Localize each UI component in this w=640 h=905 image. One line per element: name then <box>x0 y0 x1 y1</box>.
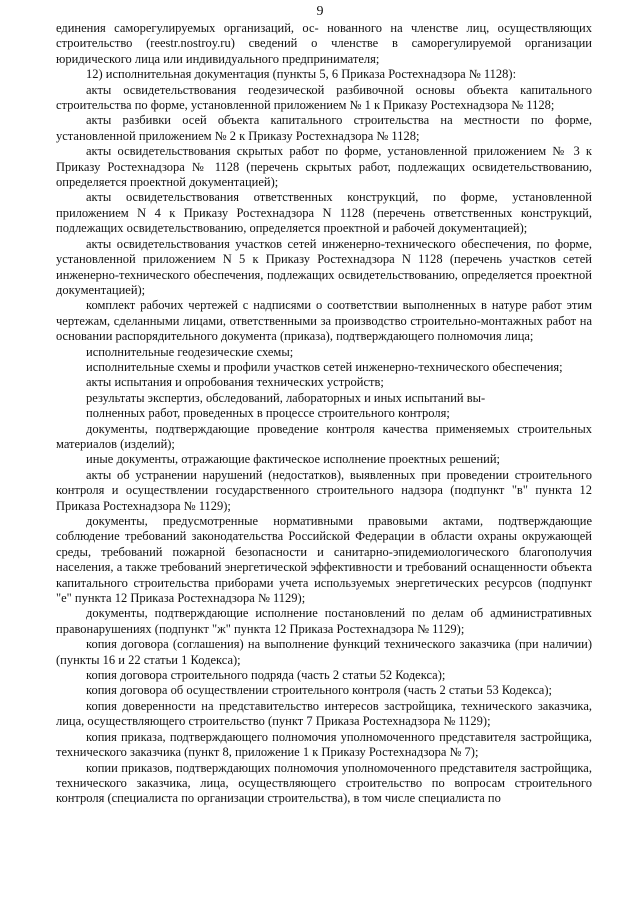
paragraph: результаты экспертиз, обследований, лабораторных и иных испытаний вы- <box>86 390 486 405</box>
paragraph-continuation: единения саморегулируемых организаций, ос- нованного на членстве лиц, осуществляющих строительство (reestr.nostroy.ru) сведений о членстве в саморегулируемой организации юридического лица или индивидуального предпринимателя; <box>56 21 592 66</box>
paragraph: исполнительные геодезические схемы; <box>86 344 294 359</box>
paragraph: копии приказов, подтверждающих полномочия уполномоченного представителя застройщика, технического заказчика, лица, осуществляющего строительство по вопросам строительного контроля (специалиста по организации строительства), в том числе специалиста по <box>56 760 592 806</box>
paragraph: копия договора (соглашения) на выполнение функций технического заказчика (при наличии) (пункты 16 и 22 статьи 1 Кодекса); <box>56 637 592 667</box>
paragraph: акты испытания и опробования технических устройств; <box>86 375 384 390</box>
paragraph: иные документы, отражающие фактическое исполнение проектных решений; <box>86 452 501 467</box>
paragraph-section-12-heading: 12) исполнительная документация (пункты 5, 6 Приказа Ростехнадзора № 1128): <box>86 67 517 82</box>
paragraph: копия договора об осуществлении строительного контроля (часть 2 статьи 53 Кодекса); <box>86 683 552 698</box>
paragraph: документы, подтверждающие проведение контроля качества применяемых строительных материалов (изделий); <box>56 421 592 451</box>
paragraph: копия доверенности на представительство интересов застройщика, технического заказчика, лица, осуществляющего строительство (пункт 7 Приказа Ростехнадзора № 1129); <box>56 698 592 729</box>
document-body <box>56 21 592 807</box>
paragraph: акты освидетельствования участков сетей инженерно-технического обеспечения, по форме, установленной приложением N 5 к Приказу Ростехнадзора N 1128 (перечень участков сетей инженерно-технического обеспечения, подлежащих освидетельствованию, определяется проектной документацией); <box>56 236 592 297</box>
paragraph: акты освидетельствования геодезической разбивочной основы объекта капитального строительства по форме, установленной приложением № 1 к Приказу Ростехнадзора № 1128; <box>56 82 592 113</box>
paragraph: акты разбивки осей объекта капитального строительства на местности по форме, установленной приложением № 2 к Приказу Ростехнадзора № 1128; <box>56 113 592 143</box>
paragraph: копия договора строительного подряда (часть 2 статьи 52 Кодекса); <box>86 668 446 683</box>
paragraph: документы, подтверждающие исполнение постановлений по делам об административных правонарушениях (подпункт "ж" пункта 12 Приказа Ростехнадзора № 1129); <box>56 606 592 636</box>
page-number: 9 <box>316 4 324 19</box>
paragraph: копия приказа, подтверждающего полномочия уполномоченного представителя застройщика, технического заказчика (пункт 8, приложение 1 к Приказу Ростехнадзора № 7); <box>56 729 592 760</box>
paragraph: акты освидетельствования скрытых работ по форме, установленной приложением № 3 к Приказу Ростехнадзора № 1128 (перечень скрытых работ, подлежащих освидетельствованию, определяется проектной документацией); <box>56 144 592 190</box>
paragraph: исполнительные схемы и профили участков сетей инженерно-технического обеспечения; <box>86 359 563 374</box>
paragraph: документы, предусмотренные нормативными правовыми актами, подтверждающие соблюдение требований законодательства Российской Федерации в области охраны окружающей среды, требований пожарной безопасности и санитарно-эпидемиологического благополучия населения, а также требований энергетической эффективности и требований оснащенности объекта капитального строительства приборами учета используемых энергетических ресурсов (подпункт "е" пункта 12 Приказа Ростехнадзора № 1129); <box>56 514 592 606</box>
paragraph: комплект рабочих чертежей с надписями о соответствии выполненных в натуре работ этим чертежам, сделанными лицами, ответственными за производство строительно-монтажных работ на основании распорядительного документа (приказа), подтверждающего полномочия лица; <box>56 298 592 344</box>
paragraph: акты освидетельствования ответственных конструкций, по форме, установленной приложением N 4 к Приказу Ростехнадзора N 1128 (перечень ответственных конструкций, подлежащих освидетельствованию, определяется проектной и рабочей документацией); <box>56 190 592 236</box>
paragraph: акты об устранении нарушений (недостатков), выявленных при проведении строительного контроля и осуществлении государственного строительного надзора (подпункт "в" пункта 12 Приказа Ростехнадзора № 1129); <box>56 467 592 513</box>
paragraph: полненных работ, проведенных в процессе строительного контроля; <box>86 406 450 421</box>
